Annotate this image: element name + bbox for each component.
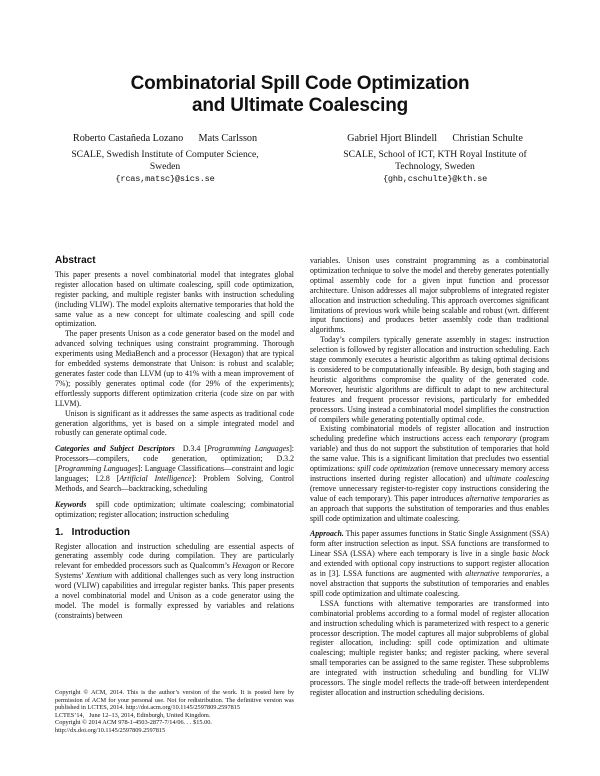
keywords-text: spill code optimization; ultimate coalescing; combinatorial optimization; register allocation; instruction scheduling <box>55 499 295 519</box>
affiliation-right-line-2: Technology, Sweden <box>395 161 475 172</box>
abstract-paragraph-1: This paper presents a novel combinatorial model that integrates global register allocation based on ultimate coalescing, spill code optimization, register packing, and multiple register banks with instruction scheduling (including VLIW). The model exploits alternative temporaries that hold the same value as a new concept for ultimate coalescing and spill code optimization. <box>55 269 294 329</box>
categories-heading: Categories and Subject Descriptors <box>55 444 175 454</box>
abstract-heading: Abstract <box>55 255 96 266</box>
categories-paragraph: Categories and Subject Descriptors D.3.4 [Programming Languages]: Processors—compilers, code generation, optimization; D.3.2 [Programming Languages]: Language Classifications—constraint and logic languages; I.2.8 [Artificial Intelligence]: Problem Solving, Control Methods, and Search—backtracking, scheduling <box>55 444 294 493</box>
title-line-1: Combinatorial Spill Code Optimization <box>130 73 470 94</box>
copyright-footnote <box>55 689 294 735</box>
keywords-heading: Keywords <box>55 499 87 509</box>
right-paragraph-5: LSSA functions with alternative temporaries are transformed into combinatorial problems according to a formal model of register allocation and instruction scheduling which is parameterized with respect to a generic processor description. The model captures all major subproblems of global register allocation, including: spill code optimization and ultimate coalescing; multiple register banks; and register packing, where several small temporaries can be assigned to the same register. These subproblems are integrated with instruction scheduling and bundling for VLIW processors. The single model reflects the trade-off between interdependent register allocation and instruction scheduling decisions. <box>310 598 549 697</box>
author-names-right: Gabriel Hjort Blindell Christian Schulte <box>347 133 523 144</box>
author-block-left <box>40 133 290 185</box>
right-paragraph-2: Today’s compilers typically generate assembly in stages: instruction selection is followed by register allocation and instruction scheduling. Each stage commonly executes a heuristic algorithm as taking optimal decisions is considered to be computationally infeasible. By design, both staging and heuristic algorithms compromise the quality of the generated code. Moreover, heuristic algorithms are difficult to adapt to new architectural features and frequent processor revisions, particularly for embedded processors. Using instead a combinatorial model simplifies the construction of compilers while generating potentially optimal code. <box>310 335 549 424</box>
affiliation-left-line-1: SCALE, Swedish Institute of Computer Science, <box>71 149 259 160</box>
right-paragraph-1: variables. Unison uses constraint programming as a combinatorial optimization technique to solve the model and thereby generates potentially optimal assembly code for a given input function and processor architecture. Unison addresses all major subproblems of integrated register allocation and instruction scheduling. This approach overcomes significant limitations of previous work while being scalable and robust (wrt. different input functions) and produces better assembly code than traditional algorithms. <box>310 256 549 335</box>
footnote-line-2: LCTES’14, June 12–13, 2014, Edinburgh, United Kingdom. <box>55 711 211 719</box>
paper-title <box>0 73 600 117</box>
approach-paragraph: Approach. This paper assumes functions in Static Single Assignment (SSA) form after instruction selection as input. SSA functions are transformed to Linear SSA (LSSA) where each temporary is live in a single basic block and extended with optional copy instructions to support register allocation as in [3]. LSSA functions are augmented with alternative temporaries, a novel abstraction that supports the substitution of temporaries and enables spill code optimization and ultimate coalescing. <box>310 529 549 598</box>
right-paragraph-3: Existing combinatorial models of register allocation and instruction scheduling predefine which instructions access each temporary (program variable) and thus do not support the substitution of temporaries that hold the same value. This is a significant limitation that precludes two essential optimizations: spill code optimization (remove unnecessary memory access instructions inserted during register allocation) and ultimate coalescing (remove unnecessary register-to-register copy instructions considering the value of each temporary). This paper introduces alternative temporaries as an approach that supports the substitution of temporaries and thus enables spill code optimization and ultimate coalescing. <box>310 424 550 523</box>
footnote-line-4: http://dx.doi.org/10.1145/2597809.2597815 <box>55 726 166 734</box>
abstract-paragraph-2: The paper presents Unison as a code generator based on the model and advanced solving techniques using constraint programming. Thorough experiments using MediaBench and a processor (Hexagon) that are typical for embedded systems demonstrate that Unison: is robust and scalable; generates faster code than LLVM (up to 41% with a mean improvement of 7%); possibly generates optimal code (for 29% of the experiments); effortlessly supports different optimization criteria (code size on par with LLVM). <box>55 329 294 408</box>
title-line-2: and Ultimate Coalescing <box>191 95 409 116</box>
footnote-line-1: Copyright © ACM, 2014. This is the author’s version of the work. It is posted here by permission of ACM for your personal use. Not for redistribution. The definitive version was published in LCTES, 2014. http://doi.acm.org/10.1145/2597809.2597815 <box>55 689 294 712</box>
affiliation-right-line-1: SCALE, School of ICT, KTH Royal Institute of <box>343 149 527 160</box>
footnote-line-3: Copyright © 2014 ACM 978-1-4503-2877-7/14/06. . . $15.00. <box>55 719 212 727</box>
keywords-paragraph <box>55 500 294 520</box>
left-column <box>55 256 294 621</box>
abstract-paragraph-3: Unison is significant as it addresses the same aspects as traditional code generation algorithms, yet is based on a simple integrated model and robustly can generate optimal code. <box>55 408 294 438</box>
right-column <box>310 256 549 698</box>
introduction-paragraph: Register allocation and instruction scheduling are essential aspects of generating assembly code during compilation. They are particularly relevant for embedded processors such as Qualcomm’s Hexagon or Recore Systems’ Xentium with additional challenges such as very long instruction word (VLIW) capabilities and irregular register banks. This paper presents a novel combinatorial model and Unison as a code generator using the model. The model is formally expressed by variables and relations (constraints) between <box>55 541 294 620</box>
email-left: {rcas,matsc}@sics.se <box>115 174 215 184</box>
author-block-right <box>310 133 560 185</box>
introduction-heading: 1. Introduction <box>55 526 130 538</box>
author-names-left: Roberto Castañeda Lozano Mats Carlsson <box>72 133 258 144</box>
approach-heading: Approach. <box>310 529 344 539</box>
email-right: {ghb,cschulte}@kth.se <box>382 174 488 184</box>
affiliation-left-line-2: Sweden <box>149 161 181 172</box>
